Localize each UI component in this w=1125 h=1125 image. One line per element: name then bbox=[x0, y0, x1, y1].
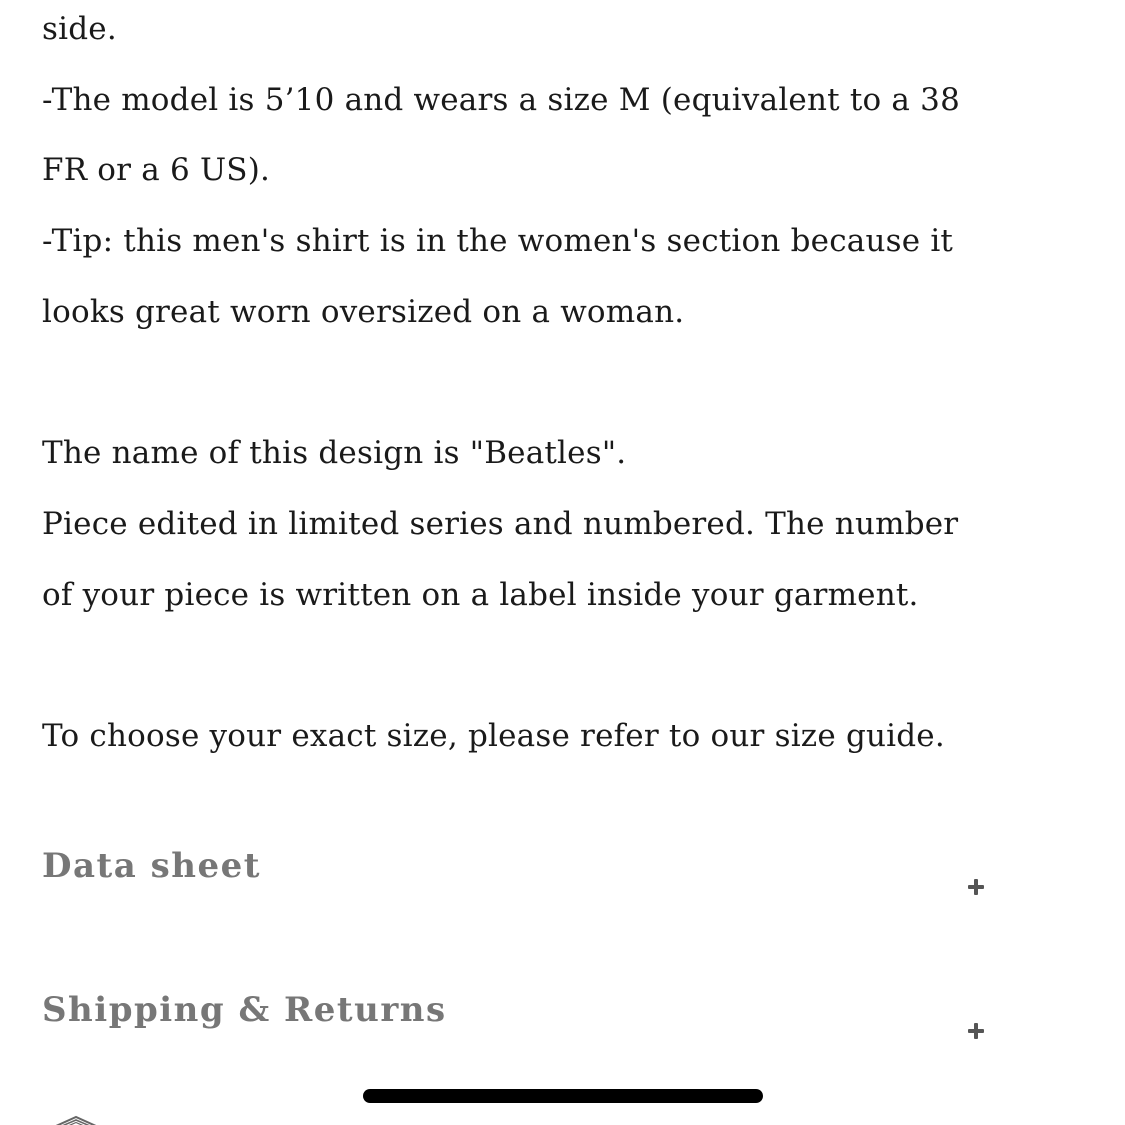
accordion-title[interactable]: Data sheet bbox=[42, 846, 261, 886]
description-line: of your piece is written on a label inside your garment. bbox=[42, 577, 919, 613]
description-line: To choose your exact size, please refer to our size guide. bbox=[42, 718, 945, 754]
description-line: looks great worn oversized on a woman. bbox=[42, 294, 685, 330]
description-line: -The model is 5’10 and wears a size M (equivalent to a 38 bbox=[42, 82, 961, 118]
description-line: Piece edited in limited series and numbered. The number bbox=[42, 506, 959, 542]
plus-icon[interactable] bbox=[966, 877, 986, 897]
description-line: -Tip: this men's shirt is in the women's section because it bbox=[42, 223, 954, 259]
description-line: side. bbox=[42, 11, 117, 47]
home-indicator[interactable] bbox=[363, 1089, 763, 1103]
logo-icon bbox=[50, 1108, 120, 1125]
accordion-title[interactable]: Shipping & Returns bbox=[42, 990, 447, 1030]
description-line: The name of this design is "Beatles". bbox=[42, 435, 627, 471]
description-line: FR or a 6 US). bbox=[42, 152, 271, 188]
plus-icon[interactable] bbox=[966, 1021, 986, 1041]
